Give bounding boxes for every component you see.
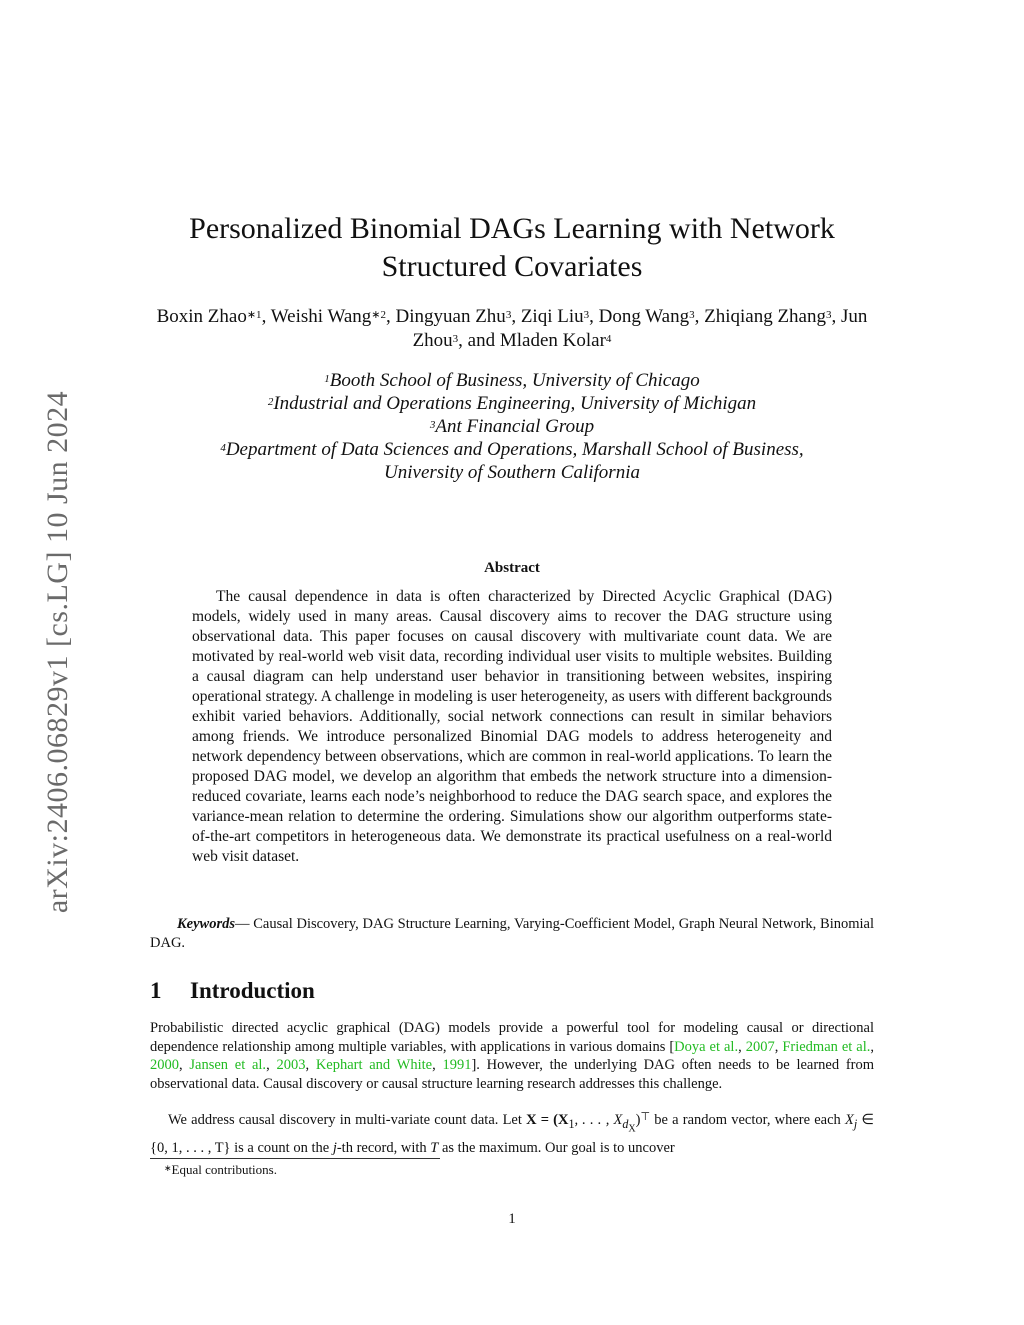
- abstract-heading: Abstract: [484, 560, 540, 576]
- affiliation: $^3$Ant Financial Group: [429, 416, 595, 437]
- citation-link[interactable]: Doya et al.: [674, 1038, 739, 1055]
- author: Dong Wang$^3$: [598, 306, 695, 327]
- affiliation-list: [150, 369, 874, 484]
- author: Mladen Kolar$^4$: [499, 330, 612, 351]
- section-heading: [150, 978, 315, 1004]
- author: Dingyuan Zhu$^3$: [395, 306, 512, 327]
- abstract-text: The causal dependence in data is often characterized by Directed Acyclic Graphical (DAG) models, widely used in many areas. Causal discovery aims to recover the DAG structure using observational data. This paper focuses on causal discovery with multivariate count data. We are motivated by real-world web visit data, recording individual user visits to multiple websites. Building a causal diagram can help understand user behavior in transitioning between websites, inspiring operational strategy. A challenge in modeling is user heterogeneity, as users with different backgrounds exhibit varied behaviors. Additionally, social network connections can result in similar behaviors among friends. We introduce personalized Binomial DAG models to address heterogeneity and network dependency between observations, which are common in real-world applications. To learn the proposed DAG model, we develop an algorithm that embeds the network structure into a dimension-reduced covariate, learns each node’s neighborhood to reduce the DAG search space, and explores the variance-mean relation to determine the ordering. Simulations show our algorithm outperforms state-of-the-art competitors in heterogeneous data. We demonstrate its practical usefulness on a real-world web visit dataset.: [192, 588, 832, 865]
- author: Weishi Wang$^{∗2}$: [270, 306, 387, 327]
- citation-link[interactable]: Friedman et al.: [782, 1038, 871, 1055]
- author: Jun Zhou$^3$: [412, 306, 868, 351]
- keywords: [150, 915, 874, 953]
- paper-title: [150, 210, 874, 286]
- title-line-1: Personalized Binomial DAGs Learning with Network: [189, 212, 835, 245]
- intro-paragraph-2: We address causal discovery in multi-variate count data. Let $X = (X_1$, . . . , $X_{d_X})^⊤$ be a random vector, where each $X_j$ ∈ {0, 1, . . . , T} is a count on the j-th record, with T as the maximum. Our goal is to uncover: [150, 1111, 875, 1156]
- keywords-text: — Causal Discovery, DAG Structure Learning, Varying-Coefficient Model, Graph Neural Network, Binomial DAG.: [150, 916, 874, 951]
- author: Boxin Zhao$^{∗1}$: [156, 306, 262, 327]
- page-number: 1: [508, 1211, 516, 1227]
- keywords-label: Keywords: [177, 916, 235, 932]
- arxiv-identifier-stamp: [28, 362, 88, 942]
- intro-paragraph-1: Probabilistic directed acyclic graphical (DAG) models provide a powerful tool for modeling causal or directional dependence relationship among multiple variables, with applications in various domains [Doya et al., 2007, Friedman et al., 2000, Jansen et al., 2003, Kephart and White, 1991]. However, the underlying DAG often needs to be learned from observational data. Causal discovery or causal structure learning research addresses this challenge.: [150, 1020, 875, 1092]
- affiliation: $^2$Industrial and Operations Engineering, University of Michigan: [267, 393, 757, 414]
- random-vector-math: X = (X: [526, 1112, 569, 1128]
- author: Ziqi Liu$^3$: [520, 306, 590, 327]
- affiliation: $^1$Booth School of Business, University of Chicago: [324, 370, 700, 391]
- affiliation: $^4$Department of Data Sciences and Operations, Marshall School of Business,: [220, 439, 804, 460]
- section-number: 1: [150, 978, 162, 1003]
- citation-link[interactable]: Kephart and White: [315, 1057, 433, 1073]
- citation-year-link[interactable]: 2000: [150, 1057, 179, 1073]
- footnote: ∗Equal contributions.: [164, 1162, 277, 1177]
- footnote-divider: [150, 1158, 440, 1159]
- section-title: Introduction: [190, 978, 315, 1003]
- arxiv-identifier-text: arXiv:2406.06829v1 [cs.LG] 10 Jun 2024: [41, 390, 74, 914]
- author-list: Boxin Zhao$^{∗1}$, Weishi Wang$^{∗2}$, Dingyuan Zhu$^3$, Ziqi Liu$^3$, Dong Wang$^3$, Zhiqiang Zhang$^3$, Jun Zhou$^3$, and Mladen Kolar$^4$: [156, 306, 868, 351]
- citation-link[interactable]: Jansen et al.: [189, 1057, 267, 1073]
- citation-year-link[interactable]: 1991: [442, 1057, 472, 1073]
- citation-year-link[interactable]: 2007: [745, 1038, 775, 1055]
- affiliation-continuation: University of Southern California: [384, 462, 640, 483]
- citation-year-link[interactable]: 2003: [276, 1057, 306, 1073]
- title-line-2: Structured Covariates: [381, 250, 643, 283]
- author: Zhiqiang Zhang$^3$: [704, 306, 832, 327]
